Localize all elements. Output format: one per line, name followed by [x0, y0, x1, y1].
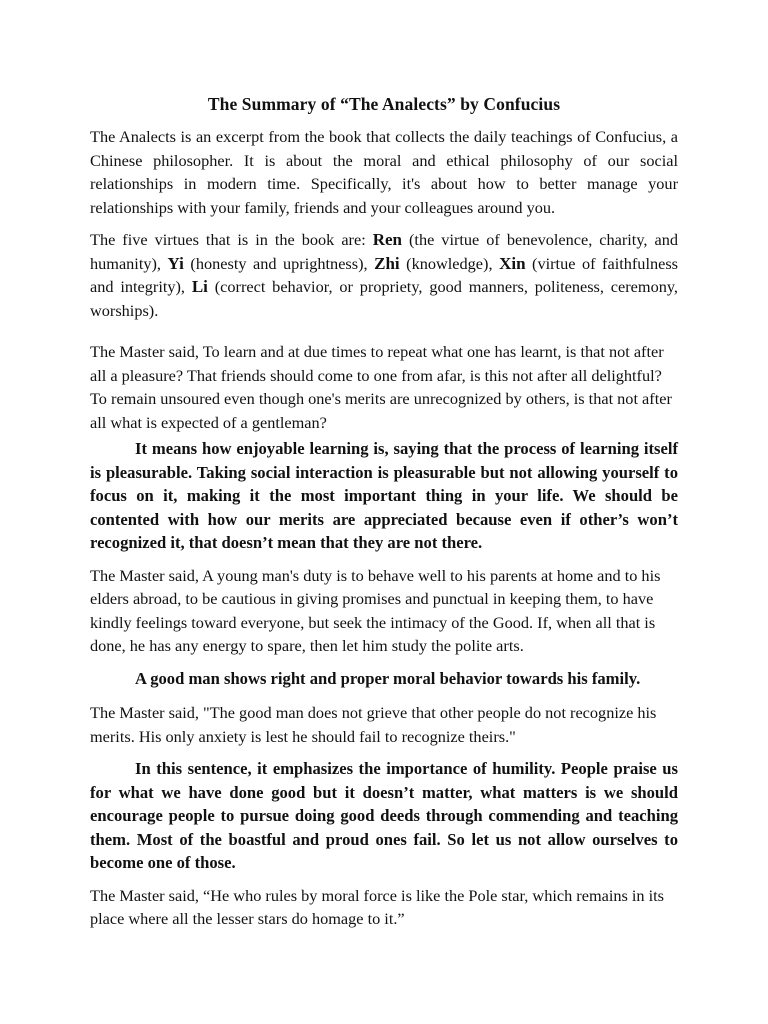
virtue-name-li: Li [191, 277, 208, 296]
virtue-name-ren: Ren [372, 230, 402, 249]
virtue-desc-zhi: (knowledge), [399, 253, 500, 273]
virtue-desc-li: (correct behavior, or propriety, good manners, politeness, ceremony, worships). [90, 277, 678, 320]
document-title: The Summary of “The Analects” by Confucius [207, 94, 561, 114]
comment-humility: In this sentence, it emphasizes the importance of humility. People praise us for what we have done good but it doesn’t matter, what matters is we should encourage people to pursue doing good deeds through commending and teaching them. Most of the boastful and proud ones fail. So let us not allow ourselves to become one of those. [90, 759, 678, 872]
master-quote-good-man: The Master said, "The good man does not grieve that other people do not recognize his merits. His only anxiety is lest he should fail to recognize theirs." [90, 703, 657, 746]
virtues-paragraph [90, 228, 678, 322]
virtue-desc-yi: (honesty and uprightness), [183, 253, 375, 273]
virtue-name-xin: Xin [499, 253, 526, 273]
document-page [90, 92, 678, 931]
virtue-name-yi: Yi [167, 253, 184, 273]
master-quote-young-man: The Master said, A young man's duty is to behave well to his parents at home and to his elders abroad, to be cautious in giving promises and punctual in keeping them, to have kindly feelings toward everyone, but seek the intimacy of the Good. If, when all that is done, he has any energy to spare, then let him study the polite arts. [90, 565, 661, 655]
master-quote-learning: The Master said, To learn and at due times to repeat what one has learnt, is that not after all a pleasure? That friends should come to one from afar, is this not after all delightful? To remain unsoured even though one's merits are unrecognized by others, is that not after all what is expected of a gentleman? [90, 342, 672, 432]
virtue-name-zhi: Zhi [374, 253, 400, 273]
master-quote-pole-star: The Master said, “He who rules by moral force is like the Pole star, which remains in its place where all the lesser stars do homage to it.” [90, 885, 665, 928]
virtue-desc-xin: (virtue of faithfulness and integrity), [90, 253, 679, 296]
intro-paragraph: The Analects is an excerpt from the book that collects the daily teachings of Confucius, a Chinese philosopher. It is about the moral and ethical philosophy of our social relationships in modern time. Specifically, it's about how to better manage your relationships with your family, friends and your colleagues around you. [90, 127, 678, 217]
virtue-desc-ren: (the virtue of benevolence, charity, and humanity), [90, 230, 678, 273]
comment-good-man: A good man shows right and proper moral behavior towards his family. [135, 668, 641, 688]
virtues-lead: The five virtues that is in the book are: [90, 230, 373, 249]
comment-learning: It means how enjoyable learning is, saying that the process of learning itself is pleasurable. Taking social interaction is pleasurable but not allowing yourself to focus on it, making it the most important thing in your life. We should be contented with how our merits are appreciated because even if other’s won’t recognized it, that doesn’t mean that they are not there. [90, 439, 678, 552]
